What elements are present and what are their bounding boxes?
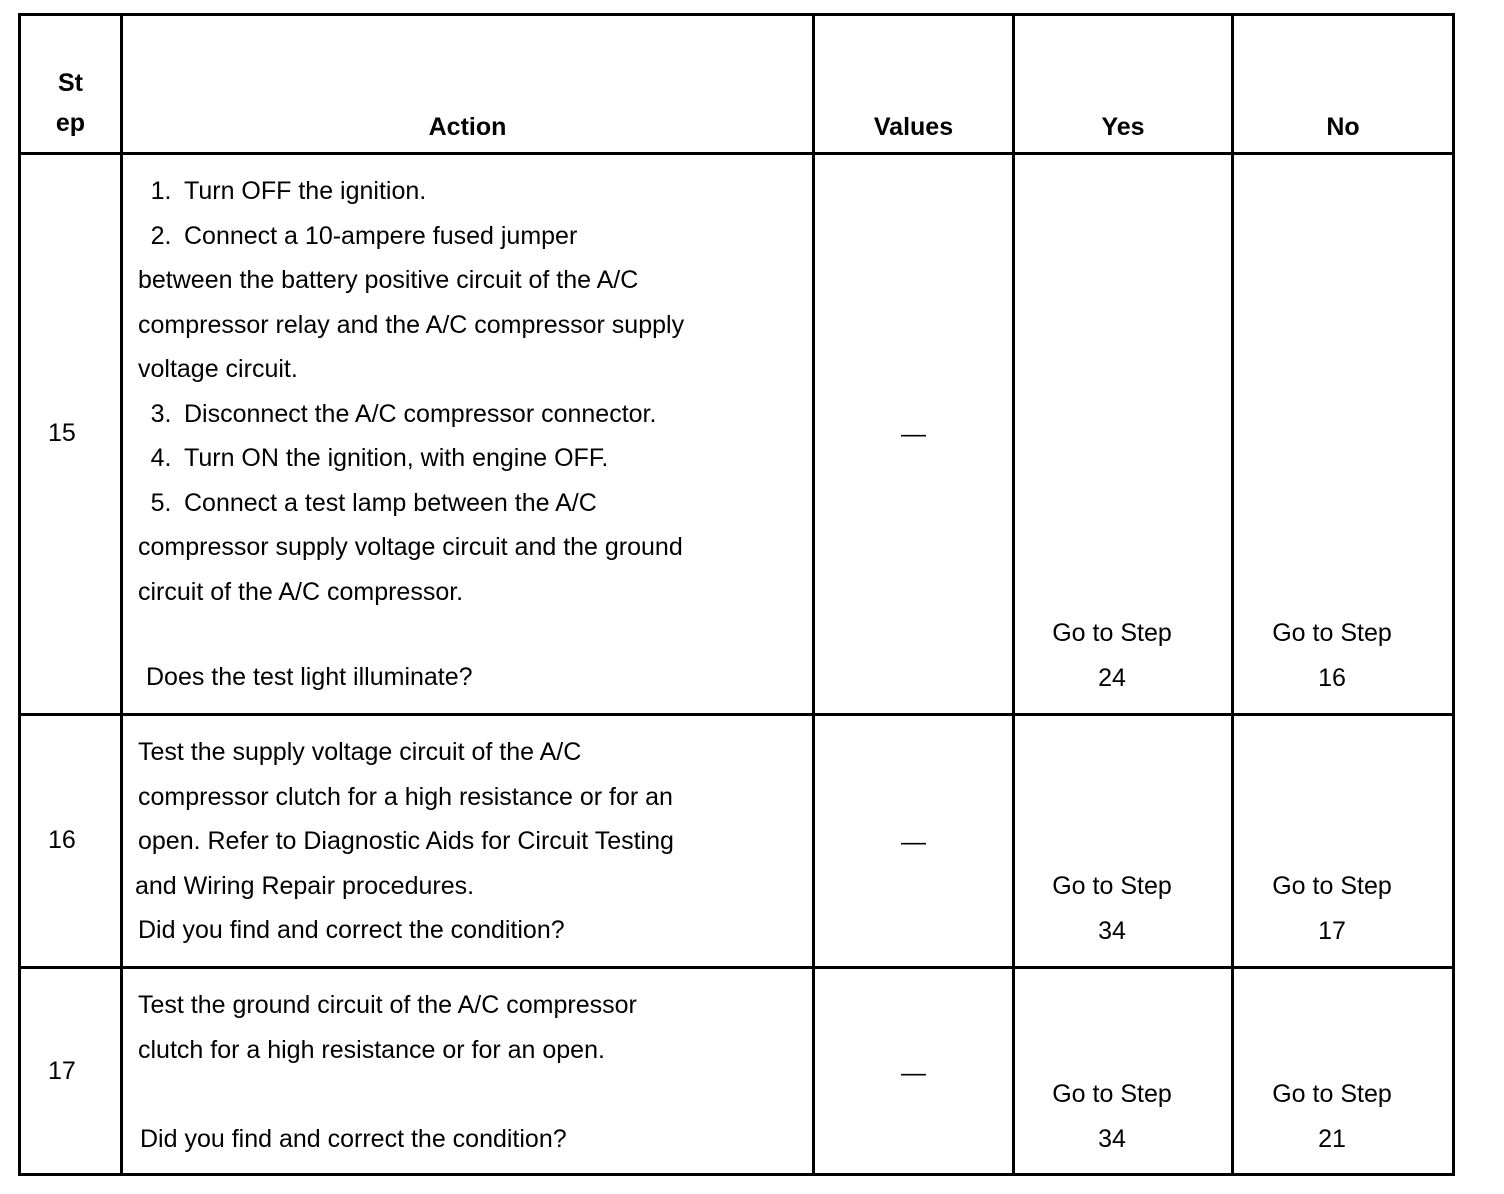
yes-cell: Go to Step 34 — [1052, 872, 1172, 945]
action-line: voltage circuit. — [138, 355, 298, 383]
action-line: and Wiring Repair procedures. — [135, 871, 475, 900]
action-step: 3. Disconnect the A/C compressor connector. — [150, 399, 657, 428]
action-question: Did you find and correct the condition? — [138, 916, 565, 944]
action-line: between the battery positive circuit of the A/C — [138, 266, 639, 294]
header-step-line2: ep — [55, 109, 86, 137]
value-cell: — — [901, 420, 926, 448]
action-text — [138, 169, 684, 614]
action-step: 5. Connect a test lamp between the A/C — [150, 488, 597, 517]
action-question: Does the test light illuminate? — [146, 663, 473, 691]
header-no: No — [1326, 113, 1360, 141]
action-line: clutch for a high resistance or for an open. — [138, 1035, 605, 1064]
header-yes: Yes — [1101, 113, 1145, 141]
no-cell: Go to Step 21 — [1272, 1080, 1392, 1153]
action-line: open. Refer to Diagnostic Aids for Circuit Testing — [138, 827, 674, 855]
value-cell: — — [901, 828, 926, 856]
action-line: compressor clutch for a high resistance or for an — [138, 782, 673, 811]
column-divider — [1012, 13, 1015, 1176]
header-action: Action — [428, 113, 507, 141]
header-values: Values — [873, 113, 954, 141]
action-line: compressor relay and the A/C compressor supply — [138, 310, 685, 339]
action-step: 4. Turn ON the ignition, with engine OFF. — [150, 444, 609, 472]
action-step: 1. Turn OFF the ignition. — [150, 177, 427, 205]
action-text — [135, 730, 674, 953]
action-line: Test the ground circuit of the A/C compressor — [138, 991, 637, 1019]
header-divider — [18, 152, 1455, 155]
header-step-line1: St — [58, 69, 83, 97]
no-cell: Go to Step 17 — [1272, 872, 1392, 945]
action-line: compressor supply voltage circuit and the ground — [138, 533, 683, 561]
value-cell: — — [901, 1059, 926, 1087]
row-divider — [18, 966, 1455, 969]
column-divider — [120, 13, 123, 1176]
table-border-right — [1452, 13, 1455, 1176]
action-question: Did you find and correct the condition? — [140, 1125, 567, 1153]
column-divider — [1231, 13, 1234, 1176]
step-number: 15 — [48, 419, 76, 447]
action-step: 2. Connect a 10-ampere fused jumper — [150, 221, 578, 250]
header-step — [21, 63, 120, 143]
yes-cell: Go to Step 24 — [1052, 619, 1172, 692]
table-border-top — [18, 13, 1455, 16]
column-divider — [812, 13, 815, 1176]
action-line: Test the supply voltage circuit of the A/C — [138, 738, 582, 766]
action-text — [138, 983, 637, 1072]
step-number: 16 — [48, 826, 76, 854]
step-number: 17 — [48, 1057, 76, 1085]
row-divider — [18, 713, 1455, 716]
action-line: circuit of the A/C compressor. — [138, 577, 464, 606]
yes-cell: Go to Step 34 — [1052, 1080, 1172, 1153]
table-border-left — [18, 13, 21, 1176]
table-border-bottom — [18, 1173, 1455, 1176]
no-cell: Go to Step 16 — [1272, 619, 1392, 692]
